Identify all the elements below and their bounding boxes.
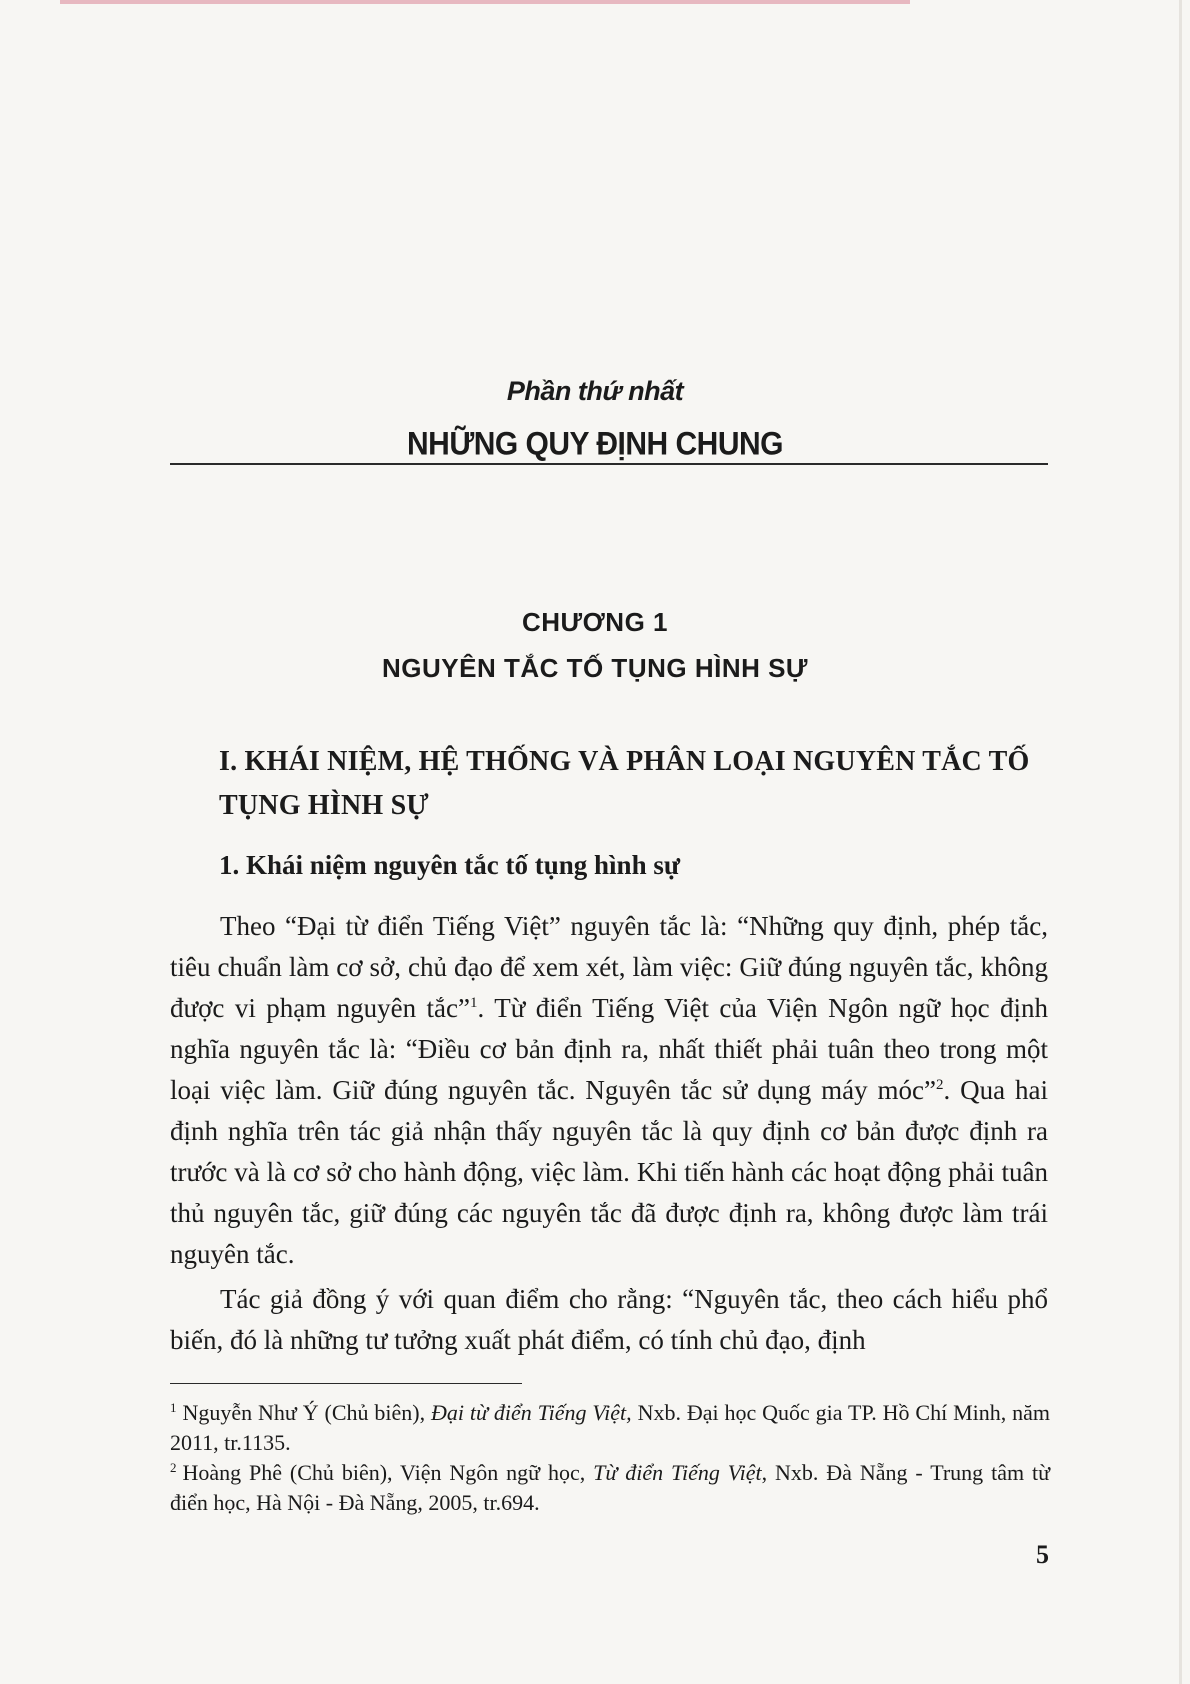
footnote-2: [170, 1458, 1050, 1518]
chapter-title: NGUYÊN TẮC TỐ TỤNG HÌNH SỰ: [381, 653, 809, 683]
paragraph-text: . Từ điển Tiếng Việt của Viện Ngôn ngữ học định nghĩa nguyên tắc là: “Điều cơ bản định ra, nhất thiết phải tuân theo trong một loại việc làm. Giữ đúng nguyên tắc. Nguyên tắc sử dụng máy móc”: [170, 993, 1048, 1105]
footnote-1: [170, 1398, 1050, 1458]
footnote-text: Nxb. Đại học Quốc gia TP. Hồ Chí Minh, năm 2011, tr.1135.: [170, 1400, 1051, 1455]
footnote-divider: [170, 1383, 522, 1384]
part-title: NHỮNG QUY ĐỊNH CHUNG: [406, 426, 783, 463]
page-right-edge: [1179, 0, 1182, 1684]
paragraph-text: Theo “Đại từ điển Tiếng Việt” nguyên tắc là: “Những quy định, phép tắc, tiêu chuẩn làm cơ sở, chủ đạo để xem xét, làm việc: Giữ đúng nguyên tắc, không được vi phạm nguyên tắc”: [170, 911, 1048, 1023]
body-paragraph-1: [170, 906, 1048, 1275]
footnote-text: , Nxb. Đà Nẵng - Trung tâm từ điển học, Hà Nội - Đà Nẵng, 2005, tr.694.: [170, 1460, 1050, 1515]
chapter-label: CHƯƠNG 1: [522, 607, 668, 637]
paragraph-text: . Qua hai định nghĩa trên tác giả nhận thấy nguyên tắc là quy định cơ bản được định ra trước và là cơ sở cho hành động, việc làm. Khi tiến hành các hoạt động phải tuân thủ nguyên tắc, giữ đúng các nguyên tắc đã được định ra, không được làm trái nguyên tắc.: [170, 1075, 1049, 1269]
page-top-edge: [60, 0, 910, 4]
footnote-reference-1[interactable]: 1: [470, 995, 478, 1011]
body-paragraph-2: Tác giả đồng ý với quan điểm cho rằng: “Nguyên tắc, theo cách hiểu phổ biến, đó là những tư tưởng xuất phát điểm, có tính chủ đạo, định: [170, 1284, 1048, 1355]
page-number: 5: [1036, 1540, 1049, 1569]
part-label: Phần thứ nhất: [506, 376, 684, 406]
footnote-source-title: Từ điển Tiếng Việt: [593, 1460, 762, 1485]
footnote-text: Nguyễn Như Ý (Chủ biên),: [182, 1400, 431, 1425]
footnote-source-title: Đại từ điển Tiếng Việt,: [430, 1400, 632, 1425]
footnote-reference-2[interactable]: 2: [935, 1077, 944, 1093]
section-heading: I. KHÁI NIỆM, HỆ THỐNG VÀ PHÂN LOẠI NGUYÊN TẮC TỐ TỤNG HÌNH SỰ: [219, 746, 1030, 821]
footnote-marker: 2: [170, 1459, 177, 1475]
footnote-marker: 1: [170, 1399, 177, 1415]
footnote-text: Hoàng Phê (Chủ biên), Viện Ngôn ngữ học,: [182, 1460, 594, 1485]
subsection-heading: 1. Khái niệm nguyên tắc tố tụng hình sự: [219, 850, 681, 880]
part-divider: [170, 463, 1048, 465]
